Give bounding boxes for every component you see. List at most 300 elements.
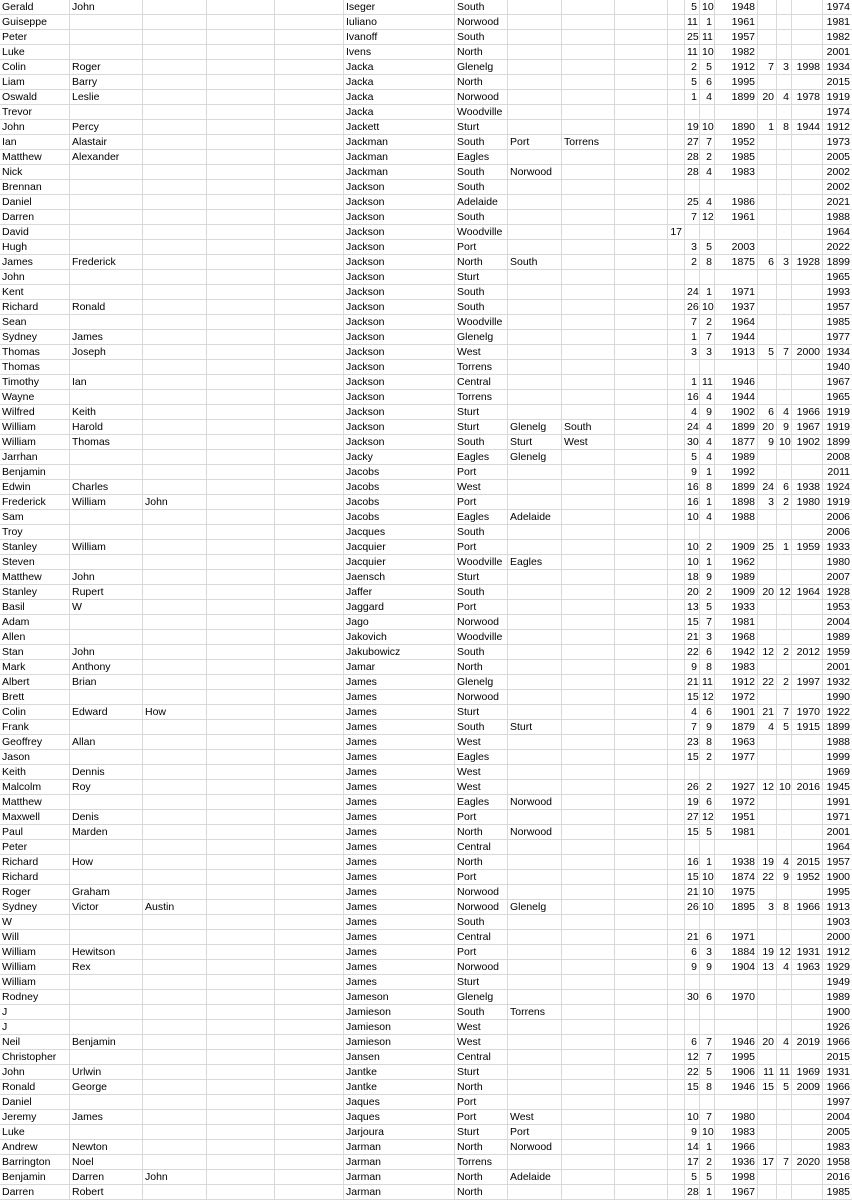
cell-debut-year[interactable]: 1924 [826, 481, 850, 493]
cell-club-4[interactable] [615, 705, 668, 720]
cell-debut-year[interactable]: 1919 [826, 406, 850, 418]
cell-extra-name[interactable] [207, 450, 275, 465]
cell-birth-day[interactable]: 15 [687, 1081, 699, 1093]
cell-club-3[interactable] [562, 975, 615, 990]
cell-club-2[interactable]: Adelaide [508, 1170, 562, 1185]
cell-note-number[interactable] [668, 705, 685, 720]
cell-club-2[interactable] [508, 1080, 562, 1095]
cell-birth-month[interactable] [700, 1005, 715, 1020]
cell-death-month[interactable] [777, 0, 792, 15]
cell-middle-name[interactable]: Barry [70, 75, 143, 90]
cell-birth-day[interactable]: 21 [687, 676, 699, 688]
cell-birth-day[interactable]: 11 [685, 45, 700, 60]
cell-club-2[interactable] [508, 45, 562, 60]
cell-birth-month[interactable]: 3 [700, 945, 715, 960]
cell-debut-year[interactable]: 1990 [826, 691, 850, 703]
cell-extra-name[interactable] [207, 585, 275, 600]
cell-death-year[interactable]: 1978 [792, 90, 823, 105]
cell-club-1[interactable]: Woodville [455, 225, 508, 240]
cell-extra-name-2[interactable] [275, 315, 344, 330]
cell-death-month[interactable]: 5 [777, 1080, 792, 1095]
cell-third-name[interactable]: How [143, 705, 207, 720]
cell-first-name[interactable]: Jason [0, 750, 70, 765]
cell-death-day[interactable]: 25 [758, 540, 777, 555]
cell-club-4[interactable] [615, 960, 668, 975]
cell-birth-month[interactable]: 1 [700, 495, 715, 510]
cell-death-month[interactable] [777, 690, 792, 705]
cell-extra-name-2[interactable] [275, 375, 344, 390]
cell-surname[interactable]: James [344, 765, 455, 780]
cell-death-year[interactable]: 1931 [792, 945, 823, 960]
cell-birth-day[interactable]: 22 [687, 1066, 699, 1078]
cell-note-number[interactable] [668, 825, 685, 840]
cell-death-day[interactable] [758, 270, 777, 285]
cell-club-4[interactable] [615, 480, 668, 495]
cell-first-name[interactable]: Roger [0, 885, 70, 900]
cell-club-1[interactable]: West [455, 1035, 508, 1050]
cell-debut-year[interactable]: 1971 [826, 811, 850, 823]
cell-death-day[interactable] [758, 525, 777, 540]
cell-note-number[interactable] [668, 105, 685, 120]
cell-first-name[interactable]: William [0, 960, 70, 975]
cell-birth-month[interactable]: 5 [700, 600, 715, 615]
cell-death-day[interactable] [758, 1125, 777, 1140]
cell-first-name[interactable]: Basil [0, 600, 70, 615]
cell-birth-month[interactable]: 2 [700, 315, 715, 330]
cell-middle-name[interactable]: Ian [70, 375, 143, 390]
cell-third-name[interactable] [143, 960, 207, 975]
cell-birth-day[interactable]: 15 [687, 871, 699, 883]
cell-birth-year[interactable]: 1909 [715, 540, 758, 555]
cell-surname[interactable]: Jaffer [344, 585, 455, 600]
cell-club-2[interactable]: Glenelg [508, 450, 562, 465]
cell-first-name[interactable]: William [0, 435, 70, 450]
cell-death-year[interactable]: 1966 [792, 405, 823, 420]
cell-debut-year[interactable]: 1913 [826, 901, 850, 913]
cell-first-name[interactable]: Wilfred [0, 405, 70, 420]
cell-extra-name-2[interactable] [275, 1095, 344, 1110]
cell-club-4[interactable] [615, 720, 668, 735]
cell-club-4[interactable] [615, 150, 668, 165]
cell-first-name[interactable]: John [0, 270, 70, 285]
cell-death-month[interactable] [777, 180, 792, 195]
cell-birth-month[interactable]: 10 [702, 901, 714, 913]
cell-first-name[interactable]: Maxwell [0, 810, 70, 825]
cell-club-1[interactable]: Norwood [455, 885, 508, 900]
cell-birth-year[interactable] [715, 840, 758, 855]
cell-middle-name[interactable] [70, 990, 143, 1005]
cell-club-3[interactable] [562, 270, 615, 285]
cell-first-name[interactable]: Frederick [0, 495, 70, 510]
cell-middle-name[interactable] [70, 105, 143, 120]
cell-death-day[interactable] [758, 240, 777, 255]
cell-third-name[interactable]: John [143, 495, 207, 510]
cell-death-day[interactable] [758, 1140, 777, 1155]
cell-death-month[interactable]: 4 [777, 405, 792, 420]
cell-club-1[interactable]: Sturt [455, 420, 508, 435]
cell-birth-month[interactable]: 10 [702, 886, 714, 898]
cell-debut-year[interactable]: 1959 [826, 646, 850, 658]
cell-club-3[interactable] [562, 345, 615, 360]
cell-first-name[interactable]: Richard [0, 870, 70, 885]
cell-third-name[interactable] [143, 30, 207, 45]
cell-birth-year[interactable]: 1902 [715, 405, 758, 420]
cell-club-1[interactable]: Woodville [455, 315, 508, 330]
cell-surname[interactable]: Jackson [344, 360, 455, 375]
cell-birth-year[interactable]: 1968 [715, 630, 758, 645]
cell-death-day[interactable] [758, 825, 777, 840]
cell-extra-name-2[interactable] [275, 915, 344, 930]
cell-first-name[interactable]: Liam [0, 75, 70, 90]
cell-extra-name[interactable] [207, 885, 275, 900]
cell-middle-name[interactable]: James [70, 1110, 143, 1125]
cell-first-name[interactable]: Nick [0, 165, 70, 180]
cell-club-3[interactable] [562, 315, 615, 330]
cell-death-day[interactable] [758, 1170, 777, 1185]
cell-debut-year[interactable]: 2007 [826, 571, 850, 583]
cell-death-day[interactable] [758, 765, 777, 780]
cell-club-2[interactable] [508, 1050, 562, 1065]
cell-death-day[interactable]: 24 [758, 480, 777, 495]
cell-birth-month[interactable]: 8 [700, 255, 715, 270]
cell-surname[interactable]: Jacquier [344, 555, 455, 570]
cell-note-number[interactable] [668, 450, 685, 465]
cell-extra-name[interactable] [207, 0, 275, 15]
cell-debut-year[interactable]: 1983 [826, 1141, 850, 1153]
cell-club-2[interactable] [508, 225, 562, 240]
cell-birth-day[interactable]: 10 [687, 1111, 699, 1123]
cell-middle-name[interactable] [70, 615, 143, 630]
cell-club-1[interactable]: Woodville [455, 105, 508, 120]
cell-club-1[interactable]: South [455, 525, 508, 540]
cell-death-month[interactable]: 4 [777, 855, 792, 870]
cell-birth-month[interactable]: 1 [700, 15, 715, 30]
cell-death-year[interactable]: 1915 [792, 720, 823, 735]
cell-third-name[interactable] [143, 915, 207, 930]
cell-club-4[interactable] [615, 540, 668, 555]
cell-club-2[interactable]: Torrens [508, 1005, 562, 1020]
cell-birth-month[interactable]: 11 [700, 30, 715, 45]
cell-extra-name-2[interactable] [275, 165, 344, 180]
cell-extra-name-2[interactable] [275, 540, 344, 555]
cell-club-3[interactable] [562, 945, 615, 960]
cell-extra-name-2[interactable] [275, 135, 344, 150]
cell-club-2[interactable] [508, 735, 562, 750]
cell-club-4[interactable] [615, 1170, 668, 1185]
cell-surname[interactable]: Jackson [344, 225, 455, 240]
cell-club-3[interactable] [562, 60, 615, 75]
cell-third-name[interactable] [143, 885, 207, 900]
cell-death-month[interactable]: 8 [777, 900, 792, 915]
cell-death-year[interactable] [792, 375, 823, 390]
cell-club-4[interactable] [615, 420, 668, 435]
cell-note-number[interactable] [668, 315, 685, 330]
cell-third-name[interactable] [143, 60, 207, 75]
cell-debut-year[interactable]: 2016 [826, 1171, 850, 1183]
cell-third-name[interactable] [143, 1020, 207, 1035]
cell-birth-month[interactable]: 1 [700, 555, 715, 570]
cell-first-name[interactable]: Sydney [0, 900, 70, 915]
cell-birth-year[interactable]: 1961 [715, 210, 758, 225]
cell-death-month[interactable]: 2 [777, 645, 792, 660]
cell-club-3[interactable] [562, 840, 615, 855]
cell-death-month[interactable]: 10 [779, 781, 791, 793]
cell-extra-name-2[interactable] [275, 210, 344, 225]
cell-extra-name[interactable] [207, 195, 275, 210]
cell-first-name[interactable]: Timothy [0, 375, 70, 390]
cell-birth-month[interactable]: 9 [700, 720, 715, 735]
cell-third-name[interactable] [143, 1005, 207, 1020]
cell-club-2[interactable] [508, 675, 562, 690]
cell-club-4[interactable] [615, 930, 668, 945]
cell-death-day[interactable]: 17 [758, 1155, 777, 1170]
cell-death-month[interactable] [777, 1110, 792, 1125]
cell-middle-name[interactable]: Edward [70, 705, 143, 720]
cell-surname[interactable]: Ivanoff [344, 30, 455, 45]
cell-club-2[interactable] [508, 315, 562, 330]
cell-club-2[interactable]: Glenelg [508, 900, 562, 915]
cell-birth-month[interactable]: 7 [700, 1050, 715, 1065]
cell-club-1[interactable]: Port [455, 1095, 508, 1110]
cell-note-number[interactable] [668, 555, 685, 570]
cell-birth-day[interactable]: 5 [685, 75, 700, 90]
cell-club-2[interactable] [508, 480, 562, 495]
cell-club-4[interactable] [615, 45, 668, 60]
cell-club-1[interactable]: Sturt [455, 405, 508, 420]
cell-birth-month[interactable]: 10 [702, 871, 714, 883]
cell-first-name[interactable]: James [0, 255, 70, 270]
cell-club-4[interactable] [615, 585, 668, 600]
cell-extra-name-2[interactable] [275, 360, 344, 375]
cell-birth-day[interactable]: 5 [685, 1170, 700, 1185]
cell-club-1[interactable]: Sturt [455, 270, 508, 285]
cell-first-name[interactable]: Malcolm [0, 780, 70, 795]
cell-birth-day[interactable]: 1 [685, 330, 700, 345]
cell-birth-year[interactable]: 1942 [715, 645, 758, 660]
cell-note-number[interactable] [668, 900, 685, 915]
cell-birth-year[interactable]: 1938 [715, 855, 758, 870]
cell-birth-year[interactable]: 1895 [715, 900, 758, 915]
cell-club-3[interactable] [562, 210, 615, 225]
cell-middle-name[interactable]: Allan [70, 735, 143, 750]
cell-death-month[interactable] [777, 450, 792, 465]
cell-death-year[interactable]: 1997 [792, 675, 823, 690]
cell-birth-month[interactable] [700, 360, 715, 375]
cell-birth-month[interactable]: 1 [700, 1140, 715, 1155]
cell-birth-year[interactable]: 1913 [715, 345, 758, 360]
cell-birth-day[interactable] [685, 975, 700, 990]
cell-birth-day[interactable]: 13 [687, 601, 699, 613]
cell-birth-day[interactable]: 1 [685, 90, 700, 105]
cell-death-day[interactable]: 1 [758, 120, 777, 135]
cell-first-name[interactable]: Richard [0, 855, 70, 870]
cell-death-year[interactable]: 2000 [792, 345, 823, 360]
cell-club-4[interactable] [615, 225, 668, 240]
cell-third-name[interactable] [143, 405, 207, 420]
cell-club-2[interactable] [508, 1065, 562, 1080]
cell-extra-name[interactable] [207, 870, 275, 885]
cell-third-name[interactable] [143, 990, 207, 1005]
cell-note-number[interactable] [668, 15, 685, 30]
cell-club-4[interactable] [615, 450, 668, 465]
cell-death-year[interactable] [792, 1125, 823, 1140]
cell-surname[interactable]: James [344, 690, 455, 705]
cell-first-name[interactable]: Barrington [0, 1155, 70, 1170]
cell-club-1[interactable]: Glenelg [455, 330, 508, 345]
cell-note-number[interactable] [668, 600, 685, 615]
cell-extra-name[interactable] [207, 1035, 275, 1050]
cell-club-3[interactable] [562, 960, 615, 975]
cell-death-day[interactable]: 20 [758, 90, 777, 105]
cell-middle-name[interactable] [70, 510, 143, 525]
cell-club-3[interactable] [562, 900, 615, 915]
cell-note-number[interactable] [668, 1095, 685, 1110]
cell-third-name[interactable] [143, 315, 207, 330]
cell-birth-day[interactable]: 30 [687, 436, 699, 448]
cell-death-month[interactable] [777, 1125, 792, 1140]
cell-birth-day[interactable]: 28 [687, 1186, 699, 1198]
cell-extra-name[interactable] [207, 1155, 275, 1170]
cell-birth-year[interactable]: 1967 [715, 1185, 758, 1200]
cell-surname[interactable]: Jackson [344, 210, 455, 225]
cell-death-day[interactable] [758, 885, 777, 900]
cell-club-4[interactable] [615, 555, 668, 570]
cell-death-year[interactable] [792, 1110, 823, 1125]
cell-extra-name-2[interactable] [275, 180, 344, 195]
cell-death-year[interactable] [792, 690, 823, 705]
cell-club-2[interactable] [508, 465, 562, 480]
cell-club-1[interactable]: Glenelg [455, 60, 508, 75]
cell-extra-name-2[interactable] [275, 120, 344, 135]
cell-middle-name[interactable]: John [70, 645, 143, 660]
cell-extra-name[interactable] [207, 540, 275, 555]
cell-club-2[interactable] [508, 30, 562, 45]
cell-extra-name-2[interactable] [275, 720, 344, 735]
cell-birth-year[interactable]: 1981 [715, 825, 758, 840]
cell-birth-year[interactable]: 1875 [715, 255, 758, 270]
cell-club-4[interactable] [615, 345, 668, 360]
cell-third-name[interactable] [143, 645, 207, 660]
cell-extra-name-2[interactable] [275, 1155, 344, 1170]
cell-debut-year[interactable]: 1929 [826, 961, 850, 973]
cell-extra-name-2[interactable] [275, 810, 344, 825]
cell-death-month[interactable] [777, 795, 792, 810]
cell-club-1[interactable]: North [455, 855, 508, 870]
cell-third-name[interactable] [143, 825, 207, 840]
cell-death-year[interactable] [792, 210, 823, 225]
cell-debut-year[interactable]: 1912 [826, 946, 850, 958]
cell-club-3[interactable] [562, 660, 615, 675]
cell-death-day[interactable]: 6 [758, 255, 777, 270]
cell-club-4[interactable] [615, 870, 668, 885]
cell-club-4[interactable] [615, 120, 668, 135]
cell-debut-year[interactable]: 2005 [826, 151, 850, 163]
cell-birth-year[interactable] [715, 915, 758, 930]
cell-club-4[interactable] [615, 855, 668, 870]
cell-middle-name[interactable] [70, 270, 143, 285]
cell-surname[interactable]: Jackson [344, 315, 455, 330]
cell-death-year[interactable]: 1980 [792, 495, 823, 510]
cell-club-4[interactable] [615, 660, 668, 675]
cell-death-month[interactable]: 8 [777, 120, 792, 135]
cell-note-number[interactable] [668, 915, 685, 930]
cell-birth-year[interactable]: 1998 [715, 1170, 758, 1185]
cell-club-2[interactable] [508, 330, 562, 345]
cell-note-number[interactable] [668, 120, 685, 135]
cell-death-year[interactable] [792, 1050, 823, 1065]
cell-death-month[interactable] [777, 735, 792, 750]
cell-note-number[interactable] [668, 195, 685, 210]
cell-middle-name[interactable] [70, 240, 143, 255]
cell-birth-month[interactable]: 5 [700, 1065, 715, 1080]
cell-club-1[interactable]: Norwood [455, 690, 508, 705]
cell-death-year[interactable]: 1969 [792, 1065, 823, 1080]
cell-death-day[interactable] [758, 975, 777, 990]
cell-surname[interactable]: Jackson [344, 420, 455, 435]
cell-birth-month[interactable]: 10 [702, 1, 714, 13]
cell-birth-year[interactable]: 1985 [715, 150, 758, 165]
cell-debut-year[interactable]: 2004 [826, 1111, 850, 1123]
cell-club-4[interactable] [615, 975, 668, 990]
cell-club-3[interactable]: Torrens [562, 135, 615, 150]
cell-surname[interactable]: Jackson [344, 180, 455, 195]
cell-club-4[interactable] [615, 15, 668, 30]
cell-death-month[interactable] [777, 1185, 792, 1200]
cell-death-year[interactable] [792, 390, 823, 405]
cell-death-year[interactable] [792, 525, 823, 540]
cell-middle-name[interactable] [70, 45, 143, 60]
cell-death-month[interactable] [777, 45, 792, 60]
cell-extra-name[interactable] [207, 615, 275, 630]
cell-club-3[interactable] [562, 375, 615, 390]
cell-death-year[interactable] [792, 825, 823, 840]
cell-middle-name[interactable] [70, 1050, 143, 1065]
cell-surname[interactable]: Jakovich [344, 630, 455, 645]
cell-club-1[interactable]: Woodville [455, 630, 508, 645]
cell-death-month[interactable] [777, 525, 792, 540]
cell-first-name[interactable]: Matthew [0, 795, 70, 810]
cell-death-month[interactable]: 12 [779, 586, 791, 598]
cell-debut-year[interactable]: 1899 [826, 256, 850, 268]
cell-first-name[interactable]: Jeremy [0, 1110, 70, 1125]
cell-first-name[interactable]: Daniel [0, 1095, 70, 1110]
cell-death-month[interactable] [777, 765, 792, 780]
cell-death-month[interactable]: 7 [777, 1155, 792, 1170]
cell-club-4[interactable] [615, 750, 668, 765]
cell-birth-month[interactable]: 2 [700, 750, 715, 765]
cell-extra-name[interactable] [207, 690, 275, 705]
cell-first-name[interactable]: John [0, 1065, 70, 1080]
cell-club-2[interactable]: Norwood [508, 795, 562, 810]
cell-third-name[interactable] [143, 1095, 207, 1110]
cell-birth-year[interactable]: 1995 [715, 75, 758, 90]
cell-death-day[interactable]: 19 [758, 855, 777, 870]
cell-club-3[interactable] [562, 930, 615, 945]
cell-surname[interactable]: Jansen [344, 1050, 455, 1065]
cell-death-day[interactable] [758, 1110, 777, 1125]
cell-third-name[interactable] [143, 525, 207, 540]
cell-birth-day[interactable]: 12 [687, 1051, 699, 1063]
cell-death-month[interactable] [777, 150, 792, 165]
cell-birth-year[interactable]: 1975 [715, 885, 758, 900]
cell-death-day[interactable]: 12 [758, 645, 777, 660]
cell-first-name[interactable]: Guiseppe [0, 15, 70, 30]
cell-club-1[interactable]: West [455, 480, 508, 495]
cell-debut-year[interactable]: 2006 [826, 526, 850, 538]
cell-first-name[interactable]: David [0, 225, 70, 240]
cell-surname[interactable]: Iseger [344, 0, 455, 15]
cell-birth-day[interactable]: 26 [687, 301, 699, 313]
